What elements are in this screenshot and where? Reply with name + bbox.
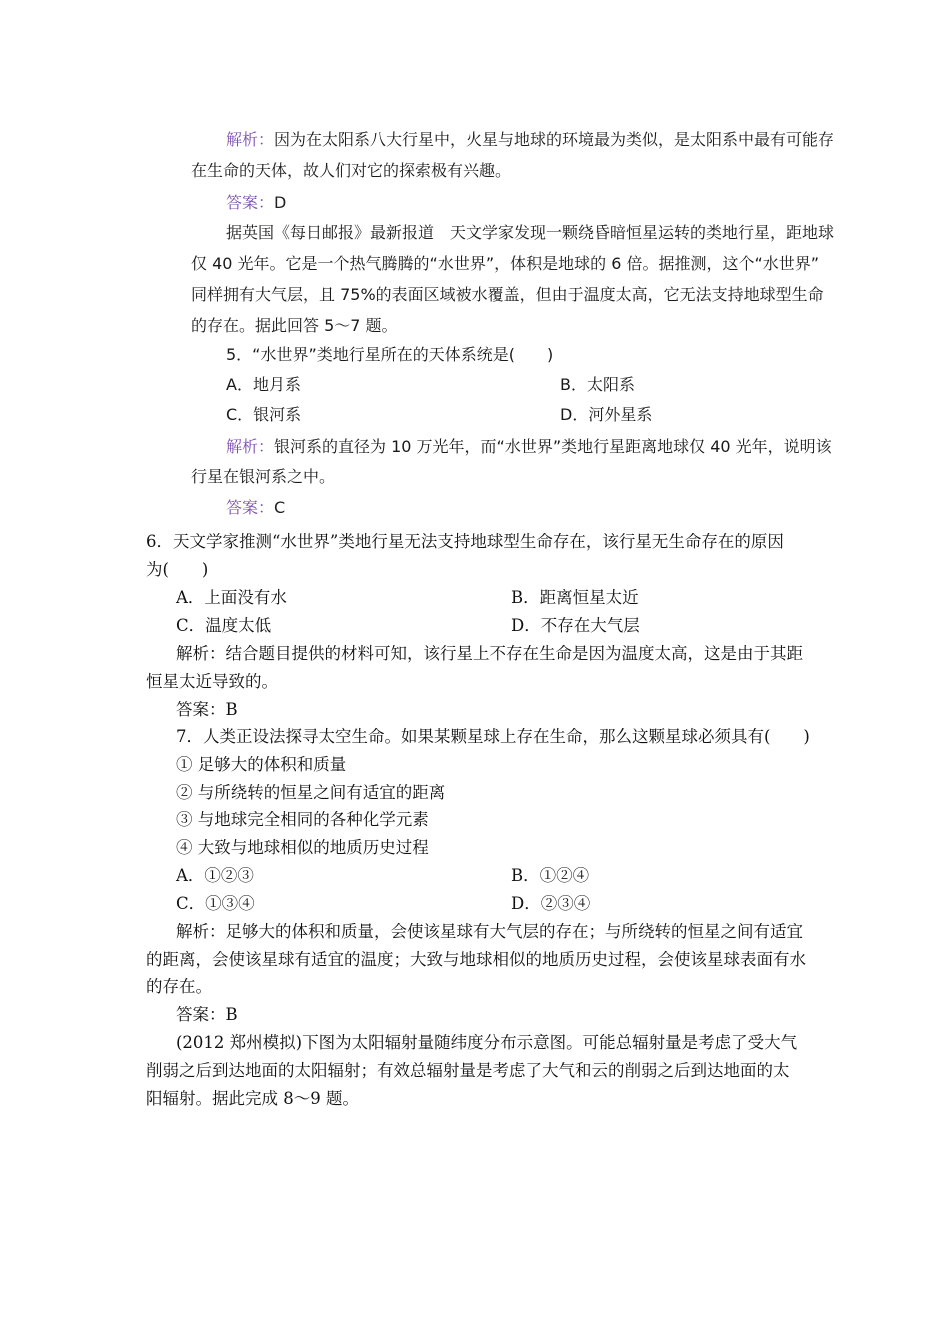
q7-option-c: C．①③④ [176, 894, 255, 913]
explanation-label: 解析： [226, 130, 275, 149]
q7-option-a: A．①②③ [176, 866, 254, 885]
q8-intro-line-2: 削弱之后到达地面的太阳辐射；有效总辐射量是考虑了大气和云的削弱之后到达地面的太 [146, 1061, 790, 1080]
q7-item-2: ② 与所绕转的恒星之间有适宜的距离 [176, 783, 446, 802]
passage-line-3: 同样拥有大气层，且 75%的表面区域被水覆盖，但由于温度太高，它无法支持地球型生命 [191, 285, 824, 304]
q5-option-a: A．地月系 [226, 375, 301, 394]
q7-stem: 7．人类正设法探寻太空生命。如果某颗星球上存在生命，那么这颗星球必须具有( ) [176, 727, 810, 746]
q7-item-3: ③ 与地球完全相同的各种化学元素 [176, 810, 429, 829]
q4-answer [226, 192, 286, 214]
passage-line-1: 据英国《每日邮报》最新报道 天文学家发现一颗绕昏暗恒星运转的类地行星，距地球 [226, 223, 835, 242]
q5-explanation-line-2: 行星在银河系之中。 [191, 467, 336, 486]
q6-option-b: B．距离恒星太近 [511, 588, 639, 607]
passage-line-4: 的存在。据此回答 5～7 题。 [191, 316, 398, 335]
answer-label: 答案： [226, 498, 275, 517]
q4-explanation-line-1: 解析：因为在太阳系八大行星中，火星与地球的环境最为类似，是太阳系中最有可能存 [226, 130, 835, 149]
answer-label: 答案： [226, 193, 275, 212]
q6-option-a: A．上面没有水 [176, 588, 287, 607]
q7-answer: 答案：B [176, 1005, 238, 1024]
q8-intro-line-3: 阳辐射。据此完成 8～9 题。 [146, 1089, 359, 1108]
answer-value: C [274, 498, 286, 517]
q7-option-b: B．①②④ [511, 866, 590, 885]
explanation-label: 解析： [226, 437, 275, 456]
q7-option-d: D．②③④ [511, 894, 591, 913]
q7-item-1: ① 足够大的体积和质量 [176, 755, 347, 774]
q7-explanation-line-1: 解析：足够大的体积和质量，会使该星球有大气层的存在；与所绕转的恒星之间有适宜 [176, 922, 803, 941]
q6-explanation-line-1: 解析：结合题目提供的材料可知，该行星上不存在生命是因为温度太高，这是由于其距 [176, 644, 803, 663]
q5-answer [226, 497, 285, 519]
q6-stem-line-2: 为( ) [146, 560, 209, 579]
q7-explanation-line-2: 的距离，会使该星球有适宜的温度；大致与地球相似的地质历史过程，会使该星球表面有水 [146, 950, 806, 969]
q4-explanation-line-2: 在生命的天体，故人们对它的探索极有兴趣。 [191, 161, 512, 180]
q6-option-c: C．温度太低 [176, 616, 272, 635]
passage-line-2: 仅 40 光年。它是一个热气腾腾的“水世界”，体积是地球的 6 倍。据推测，这个“水世界” [191, 254, 820, 273]
q7-explanation-line-3: 的存在。 [146, 977, 212, 996]
q5-option-d: D．河外星系 [560, 405, 653, 424]
q5-stem: 5．“水世界”类地行星所在的天体系统是( ) [226, 345, 554, 364]
q6-answer: 答案：B [176, 700, 238, 719]
q6-explanation-line-2: 恒星太近导致的。 [146, 672, 278, 691]
q7-item-4: ④ 大致与地球相似的地质历史过程 [176, 838, 429, 857]
q8-intro-line-1: (2012 郑州模拟)下图为太阳辐射量随纬度分布示意图。可能总辐射量是考虑了受大气 [176, 1033, 798, 1052]
q5-explanation-line-1: 解析：银河系的直径为 10 万光年，而“水世界”类地行星距离地球仅 40 光年，说明该 [226, 437, 832, 456]
q6-option-d: D．不存在大气层 [511, 616, 640, 635]
answer-value: D [274, 193, 287, 212]
q5-option-b: B．太阳系 [560, 375, 635, 394]
q5-option-c: C．银河系 [226, 405, 302, 424]
q6-stem-line-1: 6．天文学家推测“水世界”类地行星无法支持地球型生命存在，该行星无生命存在的原因 [146, 532, 784, 551]
